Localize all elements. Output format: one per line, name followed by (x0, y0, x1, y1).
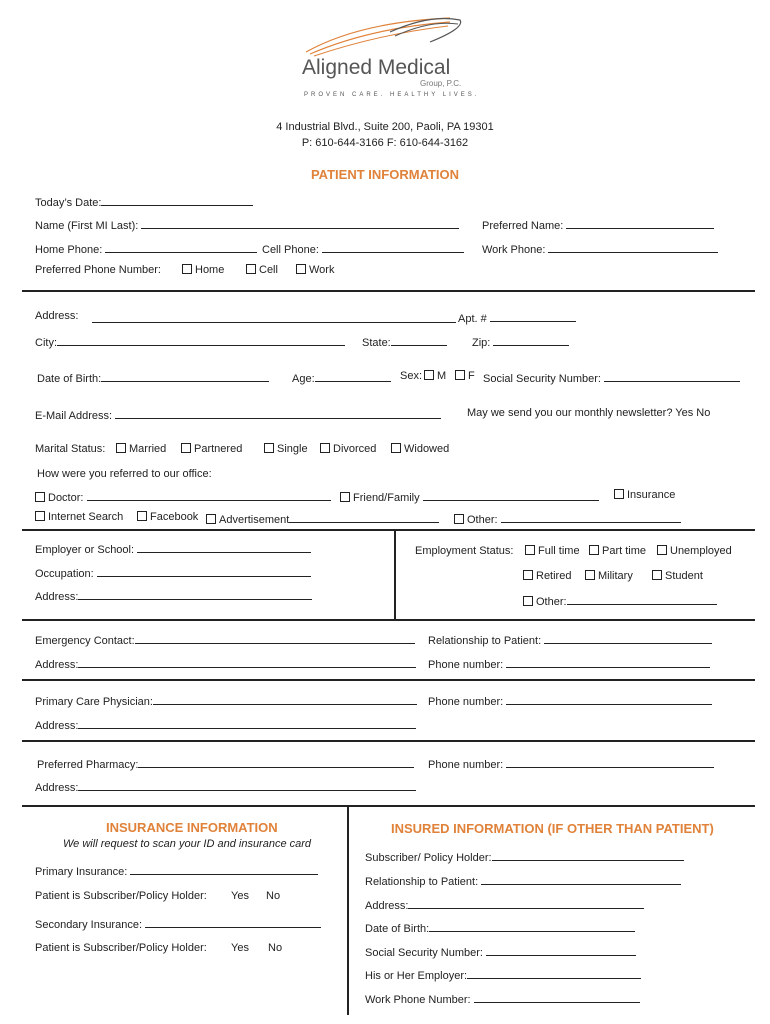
pcp-field[interactable] (35, 693, 417, 708)
divider (22, 805, 755, 807)
opt-home-label: Home (195, 264, 225, 276)
divider (22, 619, 755, 621)
insured-dob-label: Date of Birth: (365, 923, 430, 935)
pharmacy-address-label: Address: (35, 782, 79, 794)
preferred-work-checkbox[interactable] (296, 264, 334, 276)
single-checkbox[interactable] (264, 443, 308, 455)
insured-work-phone-label: Work Phone Number: (365, 994, 471, 1006)
state-label: State: (362, 337, 391, 349)
internet-label: Internet Search (48, 511, 124, 523)
email-label: E-Mail Address: (35, 410, 113, 422)
advertisement-label: Advertisement (219, 514, 290, 526)
office-phone: P: 610-644-3166 F: 610-644-3162 (301, 137, 469, 149)
pharmacy-field[interactable] (37, 756, 414, 771)
dob-field[interactable] (37, 370, 269, 385)
city-field[interactable] (35, 334, 345, 349)
patient-info-title: PATIENT INFORMATION (310, 167, 460, 182)
home-phone-field[interactable] (35, 241, 257, 256)
insured-relationship-label: Relationship to Patient: (365, 876, 479, 888)
ssn-field[interactable] (483, 370, 740, 385)
divorced-checkbox[interactable] (320, 443, 376, 455)
married-label: Married (129, 443, 167, 455)
newsletter-question[interactable]: May we send you our monthly newsletter? Yes No (467, 407, 711, 419)
email-field[interactable] (35, 407, 441, 422)
sex-label: Sex: (400, 370, 423, 382)
pharmacy-address-field[interactable] (35, 779, 416, 794)
zip-label: Zip: (472, 337, 491, 349)
subscriber1-label: Patient is Subscriber/Policy Holder: (35, 890, 207, 902)
cell-phone-field[interactable] (262, 241, 464, 256)
pharmacy-phone-label: Phone number: (428, 759, 504, 771)
insurance-title: INSURANCE INFORMATION (106, 820, 278, 835)
address-field[interactable] (92, 310, 456, 328)
emergency-contact-label: Emergency Contact: (35, 635, 135, 647)
logo-group: Group, P.C. (420, 79, 462, 88)
other-employment-label: Other: (536, 596, 567, 608)
insured-employer-field[interactable] (365, 967, 641, 982)
todays-date-label: Today’s Date: (35, 197, 102, 209)
emergency-contact-field[interactable] (35, 632, 415, 647)
insured-employer-label: His or Her Employer: (365, 970, 468, 982)
work-phone-label: Work Phone: (482, 244, 546, 256)
insured-title: INSURED INFORMATION (IF OTHER THAN PATIENT) (391, 821, 714, 836)
apt-label: Apt. # (458, 313, 487, 325)
ssn-label: Social Security Number: (483, 373, 601, 385)
age-field[interactable] (292, 370, 391, 385)
sex-f-label: F (468, 370, 475, 382)
preferred-name-field[interactable] (482, 217, 714, 232)
emergency-address-field[interactable] (35, 656, 416, 671)
preferred-phone-label: Preferred Phone Number: (35, 264, 161, 276)
name-field[interactable] (35, 217, 459, 232)
insured-relationship-field[interactable] (365, 873, 681, 888)
cell-phone-label: Cell Phone: (262, 244, 319, 256)
secondary-insurance-label: Secondary Insurance: (35, 919, 143, 931)
home-phone-label: Home Phone: (35, 244, 103, 256)
doctor-checkbox[interactable] (35, 489, 331, 504)
facebook-checkbox[interactable] (137, 511, 198, 523)
divider-vertical (347, 805, 349, 1015)
employer-address-field[interactable] (35, 588, 312, 603)
part-time-checkbox[interactable] (589, 545, 646, 557)
other-referral-checkbox[interactable] (454, 511, 681, 526)
insured-ssn-label: Social Security Number: (365, 947, 483, 959)
logo-tagline: PROVEN CARE. HEALTHY LIVES. (304, 92, 480, 98)
pharmacy-label: Preferred Pharmacy: (37, 759, 139, 771)
widowed-label: Widowed (404, 443, 450, 455)
facebook-label: Facebook (150, 511, 199, 523)
insurance-referral-label: Insurance (627, 489, 676, 501)
married-checkbox[interactable] (116, 443, 166, 455)
office-address: 4 Industrial Blvd., Suite 200, Paoli, PA 19301 (276, 121, 494, 133)
work-phone-field[interactable] (482, 241, 718, 256)
advertisement-checkbox[interactable] (206, 511, 439, 526)
preferred-cell-checkbox[interactable] (246, 264, 278, 276)
subscriber1-yes[interactable]: Yes (231, 890, 249, 902)
logo-name: Aligned Medical (302, 56, 451, 79)
emergency-phone-label: Phone number: (428, 659, 504, 671)
insurance-referral-checkbox[interactable] (614, 489, 675, 501)
preferred-home-checkbox[interactable] (182, 264, 224, 276)
pcp-label: Primary Care Physician: (35, 696, 153, 708)
single-label: Single (277, 443, 308, 455)
address-label: Address: (35, 310, 79, 322)
subscriber-field[interactable] (365, 849, 684, 864)
pcp-phone-label: Phone number: (428, 696, 504, 708)
retired-checkbox[interactable] (523, 570, 571, 582)
student-label: Student (665, 570, 703, 582)
divider (22, 529, 755, 531)
internet-checkbox[interactable] (35, 511, 123, 523)
divider (22, 679, 755, 681)
apt-field[interactable] (458, 310, 576, 325)
state-field[interactable] (362, 334, 447, 349)
marital-label: Marital Status: (35, 443, 106, 455)
city-label: City: (35, 337, 57, 349)
name-label: Name (First MI Last): (35, 220, 139, 232)
insured-address-field[interactable] (365, 897, 644, 912)
pcp-address-label: Address: (35, 720, 79, 732)
subscriber2-no[interactable]: No (268, 942, 283, 954)
primary-insurance-field[interactable] (35, 863, 318, 878)
retired-label: Retired (536, 570, 572, 582)
employer-address-label: Address: (35, 591, 79, 603)
pharmacy-phone-field[interactable] (428, 756, 714, 771)
secondary-insurance-field[interactable] (35, 916, 321, 931)
dob-label: Date of Birth: (37, 373, 102, 385)
divider (22, 740, 755, 742)
logo-swoosh-icon (300, 12, 480, 62)
primary-insurance-label: Primary Insurance: (35, 866, 128, 878)
occupation-label: Occupation: (35, 568, 94, 580)
friend-checkbox[interactable] (340, 489, 599, 504)
divider-vertical (394, 529, 396, 619)
preferred-name-label: Preferred Name: (482, 220, 564, 232)
sex-f-checkbox[interactable] (455, 370, 475, 382)
unemployed-label: Unemployed (670, 545, 732, 557)
divider (22, 290, 755, 292)
todays-date-field[interactable] (35, 194, 253, 209)
opt-work-label: Work (309, 264, 335, 276)
doctor-label: Doctor: (48, 492, 84, 504)
partnered-label: Partnered (194, 443, 243, 455)
sex-m-checkbox[interactable] (424, 370, 446, 382)
military-label: Military (598, 570, 633, 582)
zip-field[interactable] (472, 334, 569, 349)
subscriber1-no[interactable]: No (266, 890, 281, 902)
relationship-field[interactable] (428, 632, 712, 647)
divorced-label: Divorced (333, 443, 377, 455)
widowed-checkbox[interactable] (391, 443, 449, 455)
employment-status-label: Employment Status: (415, 545, 514, 557)
insured-work-phone-field[interactable] (365, 991, 640, 1006)
partnered-checkbox[interactable] (181, 443, 242, 455)
emergency-phone-field[interactable] (428, 656, 710, 671)
sex-m-label: M (437, 370, 447, 382)
emergency-address-label: Address: (35, 659, 79, 671)
subscriber2-label: Patient is Subscriber/Policy Holder: (35, 942, 207, 954)
employer-label: Employer or School: (35, 544, 135, 556)
pcp-phone-field[interactable] (428, 693, 712, 708)
age-label: Age: (292, 373, 315, 385)
unemployed-checkbox[interactable] (657, 545, 732, 557)
employer-field[interactable] (35, 541, 311, 556)
full-time-checkbox[interactable] (525, 545, 580, 557)
military-checkbox[interactable] (585, 570, 633, 582)
subscriber2-yes[interactable]: Yes (231, 942, 249, 954)
occupation-field[interactable] (35, 565, 311, 580)
other-referral-label: Other: (467, 514, 498, 526)
student-checkbox[interactable] (652, 570, 703, 582)
referred-label: How were you referred to our office: (37, 468, 212, 480)
insured-ssn-field[interactable] (365, 944, 636, 959)
relationship-label: Relationship to Patient: (428, 635, 542, 647)
insured-address-label: Address: (365, 900, 409, 912)
pcp-address-field[interactable] (35, 717, 416, 732)
insured-dob-field[interactable] (365, 920, 635, 935)
full-time-label: Full time (538, 545, 580, 557)
insurance-note: We will request to scan your ID and insurance card (63, 838, 312, 850)
friend-label: Friend/Family (353, 492, 420, 504)
subscriber-label: Subscriber/ Policy Holder: (365, 852, 492, 864)
opt-cell-label: Cell (259, 264, 278, 276)
other-employment-checkbox[interactable] (523, 593, 717, 608)
part-time-label: Part time (602, 545, 647, 557)
